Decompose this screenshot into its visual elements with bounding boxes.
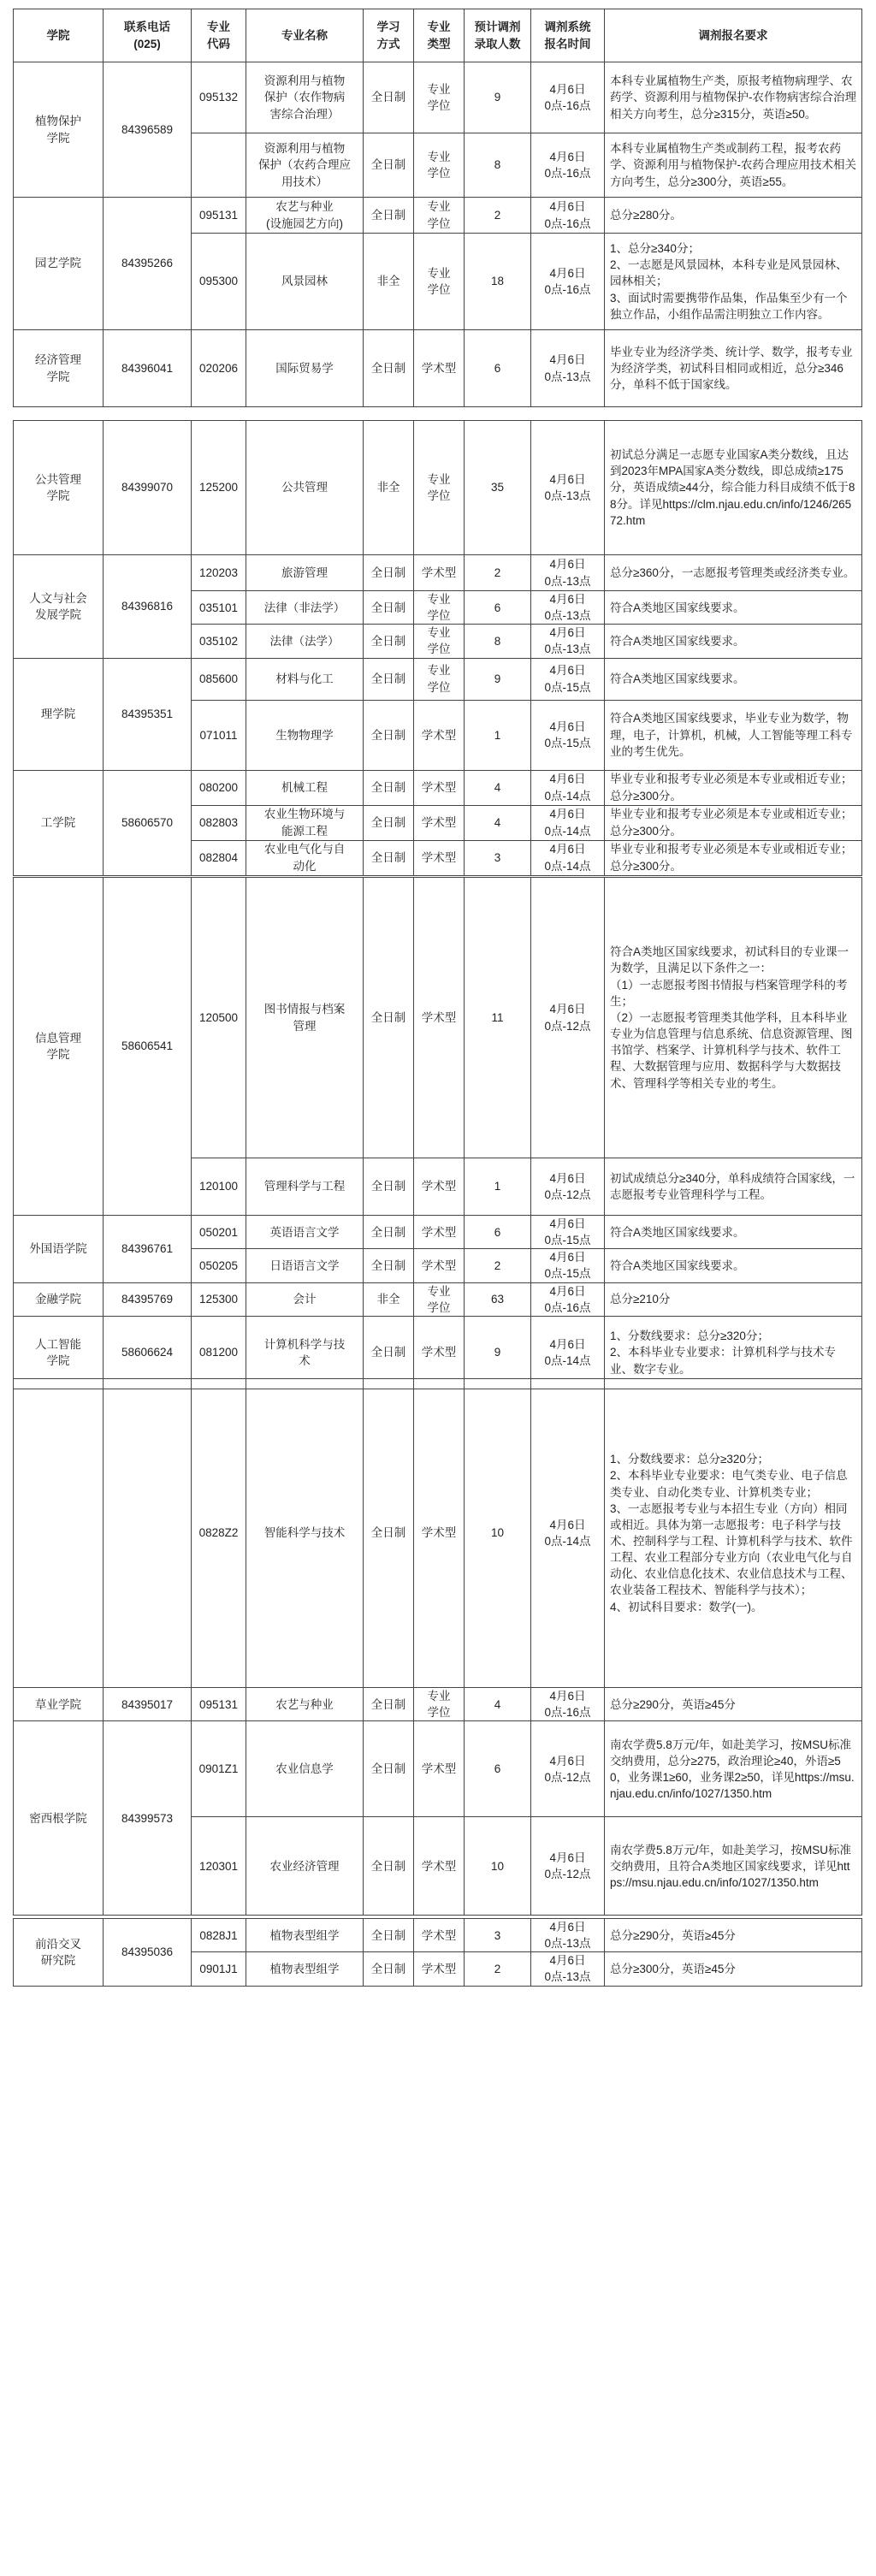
mode-cell: 全日制 [364, 62, 414, 133]
quota-cell: 11 [465, 878, 531, 1158]
college-cell: 信息管理 学院 [14, 878, 104, 1216]
type-cell: 学术型 [414, 1379, 465, 1688]
type-cell: 学术型 [414, 1158, 465, 1216]
college-cell: 公共管理 学院 [14, 421, 104, 555]
code-cell: 085600 [192, 658, 246, 700]
mode-cell: 全日制 [364, 625, 414, 658]
table-row [14, 1379, 862, 1688]
time-cell: 4月6日 0点-14点 [531, 805, 605, 840]
phone-cell: 58606624 [104, 1316, 192, 1389]
quota-cell: 9 [465, 658, 531, 700]
time-cell: 4月6日 0点-13点 [531, 591, 605, 625]
quota-cell: 3 [465, 840, 531, 875]
quota-cell: 4 [465, 1688, 531, 1721]
column-header: 预计调剂 录取人数 [465, 9, 531, 62]
major-cell: 农艺与种业 (设施园艺方向) [246, 198, 364, 234]
type-cell: 学术型 [414, 330, 465, 407]
column-header: 专业名称 [246, 9, 364, 62]
mode-cell: 全日制 [364, 1688, 414, 1721]
table-row [14, 1721, 862, 1817]
requirement-cell: 毕业专业和报考专业必须是本专业或相近专业；总分≥300分。 [605, 770, 862, 805]
time-cell: 4月6日 0点-13点 [531, 1919, 605, 1952]
quota-cell: 10 [465, 1379, 531, 1688]
code-cell: 095131 [192, 1688, 246, 1721]
major-cell: 图书情报与档案 管理 [246, 878, 364, 1158]
column-header: 专业 类型 [414, 9, 465, 62]
code-cell: 095300 [192, 234, 246, 330]
major-cell: 农业经济管理 [246, 1817, 364, 1916]
time-cell: 4月6日 0点-16点 [531, 62, 605, 133]
table-row [14, 1688, 862, 1721]
mode-cell: 全日制 [364, 1721, 414, 1817]
phone-cell: 84399070 [104, 421, 192, 555]
table-row [14, 198, 862, 234]
phone-cell: 84396041 [104, 330, 192, 407]
time-cell: 4月6日 0点-12点 [531, 1721, 605, 1817]
type-cell: 专业 学位 [414, 1688, 465, 1721]
time-cell: 4月6日 0点-12点 [531, 878, 605, 1158]
code-cell: 081200 [192, 1316, 246, 1389]
mode-cell: 全日制 [364, 330, 414, 407]
quota-cell: 35 [465, 421, 531, 555]
major-cell: 法律（法学） [246, 625, 364, 658]
time-cell: 4月6日 0点-12点 [531, 1158, 605, 1216]
type-cell: 专业 学位 [414, 421, 465, 555]
type-cell: 学术型 [414, 1249, 465, 1282]
table-row [14, 555, 862, 591]
college-cell: 植物保护 学院 [14, 62, 104, 198]
requirement-cell: 总分≥300分，英语≥45分 [605, 1952, 862, 1986]
requirement-cell: 符合A类地区国家线要求，毕业专业为数学，物理，电子，计算机，机械，人工智能等理工科专业的考生优先。 [605, 700, 862, 770]
type-cell: 学术型 [414, 840, 465, 875]
phone-cell: 84395266 [104, 198, 192, 330]
mode-cell: 全日制 [364, 1952, 414, 1986]
requirement-cell: 总分≥290分，英语≥45分 [605, 1919, 862, 1952]
phone-cell [104, 1379, 192, 1688]
column-header: 联系电话 (025) [104, 9, 192, 62]
time-cell: 4月6日 0点-14点 [531, 1316, 605, 1389]
mode-cell: 全日制 [364, 840, 414, 875]
quota-cell: 8 [465, 625, 531, 658]
quota-cell: 6 [465, 1721, 531, 1817]
requirement-cell: 南农学费5.8万元/年，如赴美学习，按MSU标准交纳费用，且符合A类地区国家线要求，详见https://msu.njau.edu.cn/info/1027/1350.htm [605, 1817, 862, 1916]
type-cell: 学术型 [414, 805, 465, 840]
code-cell: 082804 [192, 840, 246, 875]
college-cell: 金融学院 [14, 1282, 104, 1316]
quota-cell: 2 [465, 555, 531, 591]
quota-cell: 4 [465, 805, 531, 840]
major-cell: 会计 [246, 1282, 364, 1316]
table-row [14, 1919, 862, 1952]
table-row [14, 421, 862, 555]
type-cell: 专业 学位 [414, 625, 465, 658]
mode-cell: 非全 [364, 234, 414, 330]
table-header-row [14, 9, 862, 62]
major-cell: 英语语言文学 [246, 1216, 364, 1249]
code-cell: 082803 [192, 805, 246, 840]
major-cell: 农业电气化与自 动化 [246, 840, 364, 875]
college-cell: 外国语学院 [14, 1216, 104, 1283]
time-cell: 4月6日 0点-12点 [531, 1817, 605, 1916]
time-cell: 4月6日 0点-15点 [531, 1249, 605, 1282]
code-cell: 035102 [192, 625, 246, 658]
time-cell: 4月6日 0点-14点 [531, 1379, 605, 1688]
requirement-cell: 本科专业属植物生产类，原报考植物病理学、农药学、资源利用与植物保护-农作物病害综合治理相关方向考生，总分≥315分，英语≥50。 [605, 62, 862, 133]
type-cell: 学术型 [414, 878, 465, 1158]
code-cell: 095131 [192, 198, 246, 234]
mode-cell: 全日制 [364, 1316, 414, 1389]
college-cell: 园艺学院 [14, 198, 104, 330]
requirement-cell: 总分≥280分。 [605, 198, 862, 234]
requirement-cell: 符合A类地区国家线要求。 [605, 625, 862, 658]
requirement-cell: 符合A类地区国家线要求。 [605, 658, 862, 700]
mode-cell: 全日制 [364, 133, 414, 198]
table-row [14, 1282, 862, 1316]
type-cell: 学术型 [414, 700, 465, 770]
phone-cell: 84395036 [104, 1919, 192, 1987]
table-row [14, 62, 862, 133]
mode-cell: 全日制 [364, 805, 414, 840]
mode-cell: 全日制 [364, 591, 414, 625]
major-cell: 智能科学与技术 [246, 1379, 364, 1688]
type-cell: 专业 学位 [414, 198, 465, 234]
requirement-cell: 毕业专业和报考专业必须是本专业或相近专业；总分≥300分。 [605, 805, 862, 840]
time-cell: 4月6日 0点-16点 [531, 1688, 605, 1721]
phone-cell: 84396816 [104, 555, 192, 659]
requirement-cell: 1、分数线要求：总分≥320分； 2、本科毕业专业要求：电气类专业、电子信息类专业、自动化类专业、计算机类专业； 3、一志愿报考专业与本招生专业（方向）相同或相近。具体为第一志愿报考：电子科学与技术、控制科学与工程、计算机科学与技术、软件工程、农业工程部分专业方向（农业电气化与自动化、农业信息化技术、农业信息技术与工程、农业装备工程技术、智能科学与技术）； 4、初试科目要求：数学(一)。 [605, 1379, 862, 1688]
code-cell: 120301 [192, 1817, 246, 1916]
quota-cell: 63 [465, 1282, 531, 1316]
time-cell: 4月6日 0点-16点 [531, 234, 605, 330]
type-cell: 学术型 [414, 1316, 465, 1389]
code-cell: 0901J1 [192, 1952, 246, 1986]
mode-cell: 全日制 [364, 1379, 414, 1688]
phone-cell: 84396761 [104, 1216, 192, 1283]
requirement-cell: 总分≥290分，英语≥45分 [605, 1688, 862, 1721]
type-cell: 专业 学位 [414, 62, 465, 133]
major-cell: 农业生物环境与 能源工程 [246, 805, 364, 840]
type-cell: 学术型 [414, 1216, 465, 1249]
table-segment [13, 420, 862, 876]
college-cell: 人文与社会 发展学院 [14, 555, 104, 659]
type-cell: 专业 学位 [414, 591, 465, 625]
code-cell: 035101 [192, 591, 246, 625]
type-cell: 学术型 [414, 555, 465, 591]
type-cell: 专业 学位 [414, 1282, 465, 1316]
code-cell: 120100 [192, 1158, 246, 1216]
mode-cell: 全日制 [364, 198, 414, 234]
table-segment [13, 1378, 862, 1916]
quota-cell: 6 [465, 591, 531, 625]
code-cell: 050205 [192, 1249, 246, 1282]
table-row [14, 330, 862, 407]
type-cell: 学术型 [414, 1919, 465, 1952]
quota-cell: 4 [465, 770, 531, 805]
column-header: 学习 方式 [364, 9, 414, 62]
table-segment [13, 1918, 862, 1987]
requirement-cell: 总分≥210分 [605, 1282, 862, 1316]
code-cell: 020206 [192, 330, 246, 407]
major-cell: 计算机科学与技 术 [246, 1316, 364, 1389]
mode-cell: 非全 [364, 421, 414, 555]
requirement-cell: 符合A类地区国家线要求，初试科目的专业课一为数学，且满足以下条件之一： （1）一志愿报考图书情报与档案管理学科的考生； （2）一志愿报考管理类其他学科，且本科毕业专业为信息管理与信息系统、信息资源管理、图书馆学、档案学、计算机科学与技术、软件工程、大数据管理与应用、数据科学与大数据技术、管理科学等相关专业的考生。 [605, 878, 862, 1158]
quota-cell: 3 [465, 1919, 531, 1952]
requirement-cell: 南农学费5.8万元/年，如赴美学习，按MSU标准交纳费用，总分≥275，政治理论≥40，外语≥50，业务课1≥60，业务课2≥50，详见https://msu.njau.edu.cn/info/1027/1350.htm [605, 1721, 862, 1817]
requirement-cell: 初试总分满足一志愿专业国家A类分数线，且达到2023年MPA国家A类分数线，即总成绩≥175分，英语成绩≥44分，综合能力科目成绩不低于88分。详见https://clm.njau.edu.cn/info/1246/26572.htm [605, 421, 862, 555]
code-cell: 095132 [192, 62, 246, 133]
major-cell: 资源利用与植物 保护（农药合理应 用技术） [246, 133, 364, 198]
requirement-cell: 1、分数线要求：总分≥320分； 2、本科毕业专业要求：计算机科学与技术专业、数字专业。 [605, 1316, 862, 1389]
time-cell: 4月6日 0点-13点 [531, 625, 605, 658]
major-cell: 机械工程 [246, 770, 364, 805]
mode-cell: 非全 [364, 1282, 414, 1316]
major-cell: 资源利用与植物 保护（农作物病 害综合治理） [246, 62, 364, 133]
major-cell: 农艺与种业 [246, 1688, 364, 1721]
quota-cell: 9 [465, 62, 531, 133]
type-cell: 专业 学位 [414, 234, 465, 330]
table-segment [13, 877, 862, 1389]
time-cell: 4月6日 0点-13点 [531, 555, 605, 591]
college-cell: 经济管理 学院 [14, 330, 104, 407]
time-cell: 4月6日 0点-13点 [531, 421, 605, 555]
quota-cell: 10 [465, 1817, 531, 1916]
type-cell: 专业 学位 [414, 133, 465, 198]
requirement-cell: 1、总分≥340分； 2、一志愿是风景园林，本科专业是风景园林、园林相关； 3、面试时需要携带作品集，作品集至少有一个独立作品，小组作品需注明独立工作内容。 [605, 234, 862, 330]
column-header: 调剂报名要求 [605, 9, 862, 62]
type-cell: 学术型 [414, 1952, 465, 1986]
college-cell: 工学院 [14, 770, 104, 875]
time-cell: 4月6日 0点-15点 [531, 1216, 605, 1249]
quota-cell: 18 [465, 234, 531, 330]
phone-cell: 84395769 [104, 1282, 192, 1316]
mode-cell: 全日制 [364, 658, 414, 700]
time-cell: 4月6日 0点-16点 [531, 198, 605, 234]
code-cell: 0901Z1 [192, 1721, 246, 1817]
major-cell: 管理科学与工程 [246, 1158, 364, 1216]
requirement-cell: 符合A类地区国家线要求。 [605, 1249, 862, 1282]
type-cell: 学术型 [414, 770, 465, 805]
quota-cell: 6 [465, 330, 531, 407]
quota-cell: 2 [465, 198, 531, 234]
type-cell: 学术型 [414, 1721, 465, 1817]
requirement-cell: 初试成绩总分≥340分，单科成绩符合国家线，一志愿报考专业管理科学与工程。 [605, 1158, 862, 1216]
phone-cell: 58606541 [104, 878, 192, 1216]
code-cell [192, 133, 246, 198]
code-cell: 071011 [192, 700, 246, 770]
major-cell: 植物表型组学 [246, 1919, 364, 1952]
requirement-cell: 符合A类地区国家线要求。 [605, 1216, 862, 1249]
mode-cell: 全日制 [364, 1817, 414, 1916]
quota-cell: 8 [465, 133, 531, 198]
code-cell: 0828J1 [192, 1919, 246, 1952]
time-cell: 4月6日 0点-16点 [531, 1282, 605, 1316]
column-header: 学院 [14, 9, 104, 62]
time-cell: 4月6日 0点-16点 [531, 133, 605, 198]
time-cell: 4月6日 0点-15点 [531, 700, 605, 770]
mode-cell: 全日制 [364, 770, 414, 805]
code-cell: 050201 [192, 1216, 246, 1249]
table-row [14, 770, 862, 805]
major-cell: 材料与化工 [246, 658, 364, 700]
requirement-cell: 毕业专业为经济学类、统计学、数学，报考专业为经济学类，初试科目相同或相近，总分≥346分，单科不低于国家线。 [605, 330, 862, 407]
quota-cell: 9 [465, 1316, 531, 1389]
phone-cell: 84399573 [104, 1721, 192, 1916]
college-cell: 理学院 [14, 658, 104, 770]
table-row [14, 1216, 862, 1249]
requirement-cell: 符合A类地区国家线要求。 [605, 591, 862, 625]
column-header: 调剂系统 报名时间 [531, 9, 605, 62]
college-cell [14, 1379, 104, 1688]
requirement-cell: 本科专业属植物生产类或制药工程，报考农药学、资源利用与植物保护-农药合理应用技术相关方向考生，总分≥300分，英语≥55。 [605, 133, 862, 198]
quota-cell: 2 [465, 1952, 531, 1986]
quota-cell: 6 [465, 1216, 531, 1249]
phone-cell: 84395351 [104, 658, 192, 770]
quota-cell: 1 [465, 1158, 531, 1216]
code-cell: 080200 [192, 770, 246, 805]
mode-cell: 全日制 [364, 1919, 414, 1952]
mode-cell: 全日制 [364, 1216, 414, 1249]
table-segment [13, 9, 862, 407]
major-cell: 生物物理学 [246, 700, 364, 770]
time-cell: 4月6日 0点-15点 [531, 658, 605, 700]
quota-cell: 1 [465, 700, 531, 770]
type-cell: 专业 学位 [414, 658, 465, 700]
table-row [14, 658, 862, 700]
type-cell: 学术型 [414, 1817, 465, 1916]
code-cell: 125200 [192, 421, 246, 555]
major-cell: 风景园林 [246, 234, 364, 330]
major-cell: 旅游管理 [246, 555, 364, 591]
code-cell: 0828Z2 [192, 1379, 246, 1688]
major-cell: 日语语言文学 [246, 1249, 364, 1282]
phone-cell: 84396589 [104, 62, 192, 198]
mode-cell: 全日制 [364, 1158, 414, 1216]
code-cell: 120203 [192, 555, 246, 591]
major-cell: 公共管理 [246, 421, 364, 555]
mode-cell: 全日制 [364, 700, 414, 770]
college-cell: 草业学院 [14, 1688, 104, 1721]
column-header: 专业 代码 [192, 9, 246, 62]
code-cell: 120500 [192, 878, 246, 1158]
mode-cell: 全日制 [364, 878, 414, 1158]
time-cell: 4月6日 0点-13点 [531, 1952, 605, 1986]
college-cell: 前沿交叉 研究院 [14, 1919, 104, 1987]
time-cell: 4月6日 0点-13点 [531, 330, 605, 407]
college-cell: 人工智能 学院 [14, 1316, 104, 1389]
time-cell: 4月6日 0点-14点 [531, 770, 605, 805]
major-cell: 植物表型组学 [246, 1952, 364, 1986]
phone-cell: 84395017 [104, 1688, 192, 1721]
major-cell: 农业信息学 [246, 1721, 364, 1817]
major-cell: 法律（非法学） [246, 591, 364, 625]
college-cell: 密西根学院 [14, 1721, 104, 1916]
table-row [14, 878, 862, 1158]
time-cell: 4月6日 0点-14点 [531, 840, 605, 875]
major-cell: 国际贸易学 [246, 330, 364, 407]
requirement-cell: 毕业专业和报考专业必须是本专业或相近专业；总分≥300分。 [605, 840, 862, 875]
quota-cell: 2 [465, 1249, 531, 1282]
phone-cell: 58606570 [104, 770, 192, 875]
code-cell: 125300 [192, 1282, 246, 1316]
mode-cell: 全日制 [364, 555, 414, 591]
requirement-cell: 总分≥360分，一志愿报考管理类或经济类专业。 [605, 555, 862, 591]
mode-cell: 全日制 [364, 1249, 414, 1282]
